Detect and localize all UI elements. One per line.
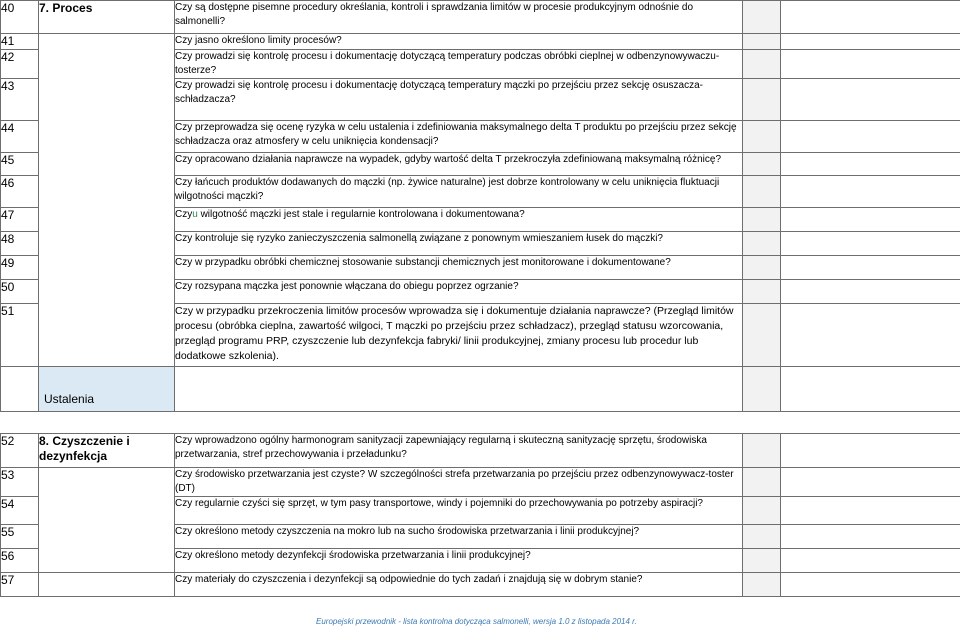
findings-input[interactable] [175, 367, 743, 412]
empty-cell [781, 1, 960, 34]
question-text: Czy materiały do czyszczenia i dezynfekcji są odpowiednie do tych zadań i znajdują się w dobrym stanie? [175, 573, 743, 597]
question-text-end: wilgotność mączki jest stale i regularnie kontrolowana i dokumentowana? [197, 209, 525, 220]
question-text: Czy prowadzi się kontrolę procesu i dokumentację dotyczącą temperatury podczas obróbki cieplnej w odbenzynowywaczu-tosterze? [175, 50, 743, 79]
question-text: Czy łańcuch produktów dodawanych do mączki (np. żywice naturalne) jest dobrze kontrolowany w celu uniknięcia fluktuacji wilgotności mączki? [175, 176, 743, 208]
empty-cell [781, 121, 960, 153]
row-number: 53 [1, 468, 39, 497]
row-number: 43 [1, 79, 39, 121]
table-row [1, 176, 960, 208]
table-row [1, 434, 960, 468]
row-number: 46 [1, 176, 39, 208]
question-text: Czy określono metody dezynfekcji środowiska przetwarzania i linii produkcyjnej? [175, 549, 743, 573]
table-row [1, 50, 960, 79]
question-text: Czy prowadzi się kontrolę procesu i dokumentację dotyczącą temperatury mączki po przejściu przez sekcję osuszacza-schładzacza? [175, 79, 743, 121]
question-text: Czy w przypadku obróbki chemicznej stosowanie substancji chemicznych jest monitorowane i dokumentowane? [175, 256, 743, 280]
answer-cell[interactable] [743, 525, 781, 549]
empty-cell [781, 304, 960, 367]
question-text: Czy regularnie czyści się sprzęt, w tym pasy transportowe, windy i pojemniki do przechowywania po potrzeby aspiracji? [175, 497, 743, 525]
question-text: Czy w przypadku przekroczenia limitów procesów wprowadza się i dokumentuje działania naprawcze? (Przegląd limitów procesu (obróbka cieplna, zawartość wilgoci, T mączki po przejściu przez schładzacz), przegląd statusu wzorcowania, przegląd programu PRP, czyszczenie lub dezynfekcja fabryki/ linii produkcyjnej, zmiany procesu lub procedur lub dodatkowe szkolenia). [175, 304, 743, 367]
answer-cell[interactable] [743, 367, 781, 412]
empty-cell [781, 412, 960, 434]
answer-cell[interactable] [743, 256, 781, 280]
table-row [1, 304, 960, 367]
section-cell [39, 79, 175, 121]
question-text: Czy środowisko przetwarzania jest czyste? W szczególności strefa przetwarzania po przejściu przez odbenzynowywacz-toster (DT) [175, 468, 743, 497]
section-cell [39, 50, 175, 79]
empty-cell [781, 468, 960, 497]
section-cell [39, 121, 175, 153]
empty-cell [781, 34, 960, 50]
section-cell [39, 153, 175, 176]
table-row [1, 468, 960, 497]
table-row [1, 153, 960, 176]
table-row [1, 1, 960, 34]
empty-cell [781, 153, 960, 176]
row-number: 40 [1, 1, 39, 34]
row-number: 45 [1, 153, 39, 176]
empty-cell [781, 208, 960, 232]
answer-cell[interactable] [743, 497, 781, 525]
table-row [1, 34, 960, 50]
row-number: 52 [1, 434, 39, 468]
row-number: 44 [1, 121, 39, 153]
empty-cell [781, 549, 960, 573]
table-gap [1, 412, 960, 434]
row-number: 50 [1, 280, 39, 304]
row-number: 49 [1, 256, 39, 280]
answer-cell[interactable] [743, 153, 781, 176]
section-cell [39, 573, 175, 597]
question-text: Czy rozsypana mączka jest ponownie włączana do obiegu poprzez ogrzanie? [175, 280, 743, 304]
table-row [1, 256, 960, 280]
empty-cell [781, 497, 960, 525]
table-row [1, 232, 960, 256]
gap-cell [39, 412, 175, 434]
empty-cell [781, 79, 960, 121]
answer-cell[interactable] [743, 1, 781, 34]
question-text: Czy jasno określono limity procesów? [175, 34, 743, 50]
question-text-accent: u [192, 209, 198, 220]
row-number: 47 [1, 208, 39, 232]
section-title-line: 8. Czyszczenie i [39, 434, 130, 448]
answer-cell[interactable] [743, 232, 781, 256]
answer-cell[interactable] [743, 176, 781, 208]
question-text: Czy wprowadzono ogólny harmonogram sanityzacji zapewniający regularną i skuteczną sanityzację sprzętu, środowiska przetwarzania, stref przechowywania i przeładunku? [175, 434, 743, 468]
table-row [1, 280, 960, 304]
section-title-line: dezynfekcja [39, 449, 108, 463]
empty-cell [781, 50, 960, 79]
answer-cell[interactable] [743, 304, 781, 367]
gap-cell [175, 412, 743, 434]
row-number: 42 [1, 50, 39, 79]
row-number: 54 [1, 497, 39, 525]
answer-cell[interactable] [743, 280, 781, 304]
row-number: 41 [1, 34, 39, 50]
table-row [1, 121, 960, 153]
section-cell [39, 549, 175, 573]
row-number: 48 [1, 232, 39, 256]
section-title-czyszczenie [39, 434, 175, 468]
row-number: 57 [1, 573, 39, 597]
empty-cell [781, 256, 960, 280]
row-number: 51 [1, 304, 39, 367]
findings-row [1, 367, 960, 412]
row-number [1, 367, 39, 412]
empty-cell [781, 573, 960, 597]
answer-cell[interactable] [743, 573, 781, 597]
table-row [1, 549, 960, 573]
table-row [1, 79, 960, 121]
question-text [175, 208, 743, 232]
answer-cell[interactable] [743, 79, 781, 121]
section-cell [39, 468, 175, 497]
section-cell [39, 256, 175, 280]
section-cell [39, 232, 175, 256]
question-text: Czy kontroluje się ryzyko zanieczyszczenia salmonellą związane z ponownym wmieszaniem łusek do mączki? [175, 232, 743, 256]
answer-cell[interactable] [743, 468, 781, 497]
answer-cell[interactable] [743, 434, 781, 468]
section-cell [39, 280, 175, 304]
empty-cell [781, 176, 960, 208]
answer-cell[interactable] [743, 208, 781, 232]
question-text-start: Czy [175, 209, 193, 220]
empty-cell [781, 525, 960, 549]
section-cell [39, 525, 175, 549]
gap-cell [1, 412, 39, 434]
section-cell [39, 208, 175, 232]
table-row [1, 573, 960, 597]
empty-cell [781, 232, 960, 256]
section-title-proces: 7. Proces [39, 1, 175, 34]
empty-cell [781, 367, 960, 412]
answer-cell[interactable] [743, 34, 781, 50]
answer-cell[interactable] [743, 549, 781, 573]
question-text: Czy przeprowadza się ocenę ryzyka w celu ustalenia i zdefiniowania maksymalnego delta T produktu po przejściu przez sekcję schładzacza oraz atmosfery w celu uniknięcia kondensacji? [175, 121, 743, 153]
section-cell [39, 304, 175, 367]
gap-cell [743, 412, 781, 434]
question-text: Czy określono metody czyszczenia na mokro lub na sucho środowiska przetwarzania i linii produkcyjnej? [175, 525, 743, 549]
page-footer: Europejski przewodnik - lista kontrolna dotycząca salmonelli, wersja 1.0 z listopada 2014 r. [316, 617, 637, 626]
findings-label: Ustalenia [39, 367, 175, 412]
row-number: 56 [1, 549, 39, 573]
question-text: Czy są dostępne pisemne procedury określania, kontroli i sprawdzania limitów w procesie produkcyjnym odnośnie do salmonelli? [175, 1, 743, 34]
empty-cell [781, 434, 960, 468]
section-cell [39, 34, 175, 50]
table-row [1, 525, 960, 549]
table-row [1, 208, 960, 232]
answer-cell[interactable] [743, 121, 781, 153]
section-cell [39, 176, 175, 208]
table-row [1, 497, 960, 525]
question-text: Czy opracowano działania naprawcze na wypadek, gdyby wartość delta T przekroczyła zdefiniowaną maksymalną różnicę? [175, 153, 743, 176]
section-cell [39, 497, 175, 525]
empty-cell [781, 280, 960, 304]
answer-cell[interactable] [743, 50, 781, 79]
row-number: 55 [1, 525, 39, 549]
